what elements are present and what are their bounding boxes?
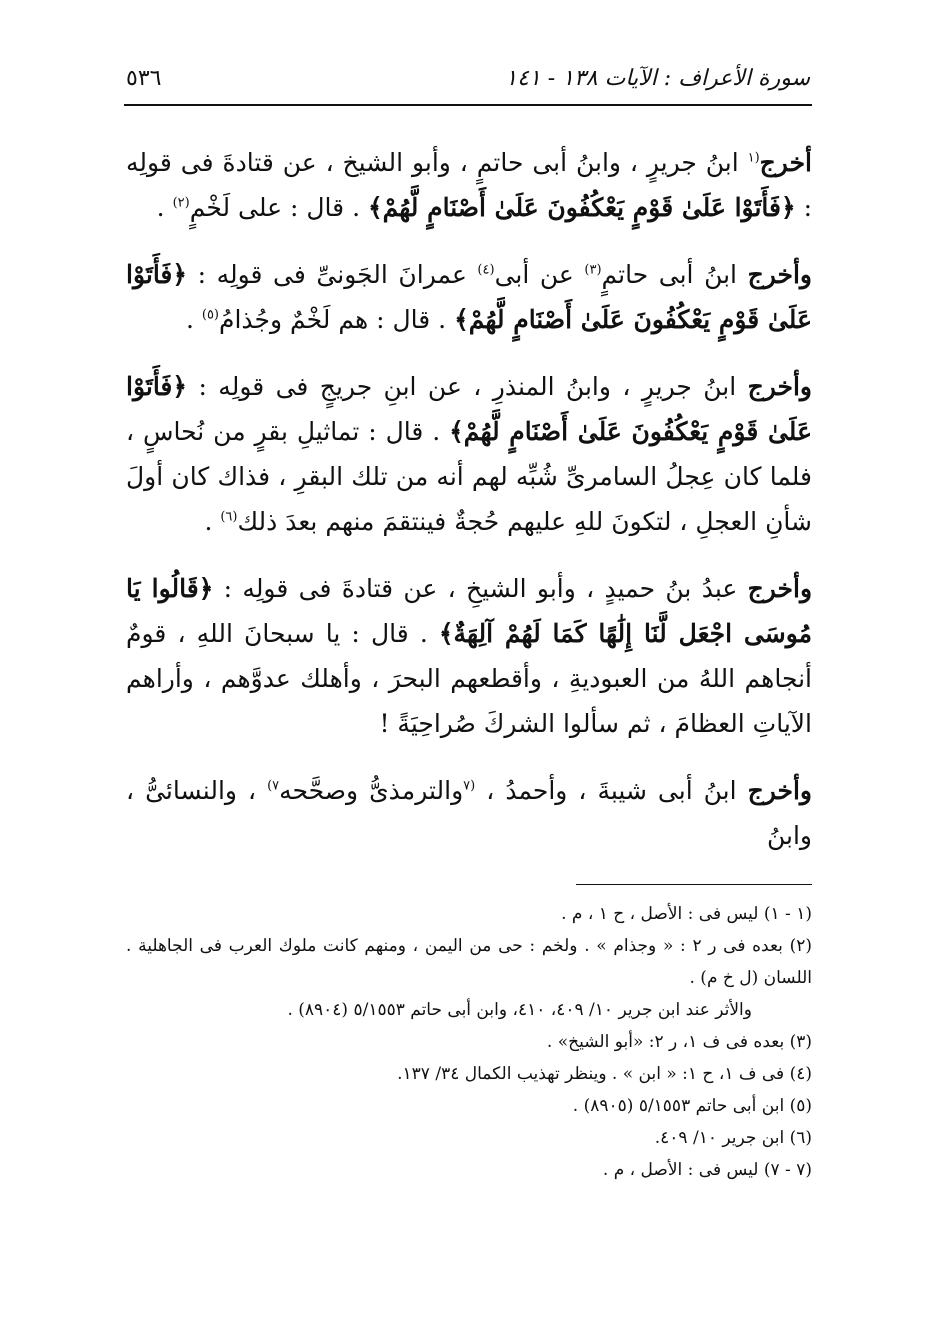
paragraph-5 <box>126 768 812 858</box>
paragraph-lead: أخرج <box>759 148 812 177</box>
footnote-4: (٤) فى ف ١، ح ١: « ابن » . وينظر تهذيب الكمال ٣٤/ ١٣٧. <box>397 1064 812 1084</box>
paragraph-lead: وأخرج <box>747 372 812 401</box>
paragraph-text: . قال : يا سبحانَ اللهِ ، قومٌ أنجاهم اللهُ من العبوديةِ ، وأقطعهم البحرَ ، وأهلك عدوَّهم ، وأراهم الآياتِ العظامَ ، ثم سألوا الشركَ صُراحِيَةً ! <box>126 619 812 738</box>
footnote-2: (٢) بعده فى ر ٢ : « وجذام » . ولخم : حى من اليمن ، ومنهم كانت ملوك العرب فى الجاهلية . اللسان (ل خ م) . <box>126 936 812 988</box>
paragraph-lead: وأخرج <box>747 776 812 805</box>
footnote-rule <box>576 884 812 885</box>
paragraph-2 <box>126 252 812 342</box>
paragraph-text: عن أبى <box>494 260 585 289</box>
paragraph-text: ابنُ أبى حاتمٍ ، وأبو الشيخ ، عن قتادةَ فى قولِه : <box>126 148 812 222</box>
footnote-mark: (٧ <box>463 778 476 794</box>
running-header <box>126 58 810 98</box>
paragraph-lead: وأخرج <box>747 260 812 289</box>
paragraph-1 <box>126 140 812 230</box>
quran-verse: ﴿قَالُوا يَا مُوسَى اجْعَل لَّنَا إِلَٰهًا كَمَا لَهُمْ آلِهَةٌ﴾ <box>126 574 812 648</box>
footnote-3: (٣) بعده فى ف ١، ر ٢: «أبو الشيخ» . <box>546 1032 812 1052</box>
paragraph-text: . <box>156 193 173 222</box>
paragraph-text: ابنُ جريرٍ ، و <box>608 148 748 177</box>
paragraph-text: . قال : هم لَخْمٌ وجُذامُ <box>219 305 455 334</box>
footnotes <box>126 898 812 1186</box>
footnote-7: (٧ - ٧) ليس فى : الأصل ، م . <box>602 1160 812 1180</box>
footnote-5: (٥) ابن أبى حاتم ٥/١٥٥٣ (٨٩٠٥) . <box>572 1096 812 1116</box>
paragraph-text: . قال : على لَخْمٍ <box>189 193 368 222</box>
header-title: سورة الأعراف : الآيات ١٣٨ - ١٤١ <box>505 65 810 91</box>
footnote-6: (٦) ابن جرير ١٠/ ٤٠٩. <box>654 1128 812 1148</box>
footnote-mark: (٥) <box>201 307 219 323</box>
paragraph-text: ابنُ أبى شيبةَ ، وأحمدُ ، <box>475 776 748 805</box>
paragraph-4 <box>126 566 812 746</box>
paragraph-text: ابنُ جريرٍ ، وابنُ المنذرِ ، عن ابنِ جريجٍ فى قولِه : <box>187 372 748 401</box>
footnote-mark: (٦) <box>220 509 238 525</box>
header-rule <box>124 104 812 106</box>
paragraph-text: والترمذىُّ وصحَّحه <box>279 776 464 805</box>
footnote-mark: (٢) <box>172 195 190 211</box>
paragraph-text: عبدُ بنُ حميدٍ ، وأبو الشيخِ ، عن قتادةَ فى قولِه : <box>213 574 748 603</box>
paragraph-lead: وأخرج <box>747 574 813 603</box>
paragraph-text: ابنُ أبى حاتمٍ <box>601 260 748 289</box>
footnote-2-continuation: والأثر عند ابن جرير ١٠/ ٤٠٩، ٤١٠، وابن أبى حاتم ٥/١٥٥٣ (٨٩٠٤) . <box>287 1000 752 1020</box>
quran-verse: ﴿فَأَتَوْا عَلَىٰ قَوْمٍ يَعْكُفُونَ عَلَىٰ أَصْنَامٍ لَّهُمْ﴾ <box>126 372 812 446</box>
paragraph-text: . قال : تماثيلِ بقرٍ من نُحاسٍ ، فلما كان عِجلُ السامرىِّ شُبِّه لهم أنه من تلك البقرِ ، فذاك كان أولَ شأنِ العجلِ ، لتكونَ للهِ عليهم حُجةٌ فينتقمَ منهم بعدَ ذلك <box>126 417 812 536</box>
footnote-1: (١ - ١) ليس فى : الأصل ، ح ١ ، م . <box>561 904 812 924</box>
quran-verse: ﴿فَأَتَوْا عَلَىٰ قَوْمٍ يَعْكُفُونَ عَلَىٰ أَصْنَامٍ لَّهُمْ﴾ <box>126 260 812 334</box>
footnote-mark: ٧) <box>267 778 280 794</box>
quran-verse: ﴿فَأَتَوْا عَلَىٰ قَوْمٍ يَعْكُفُونَ عَلَىٰ أَصْنَامٍ لَّهُمْ﴾ <box>367 193 796 222</box>
main-text <box>126 140 812 880</box>
paragraph-3 <box>126 364 812 544</box>
footnote-mark: (٤) <box>477 262 495 278</box>
paragraph-text: . <box>185 305 202 334</box>
paragraph-text: عمرانَ الجَونىِّ فى قولِه : <box>187 260 478 289</box>
page-number: ٥٣٦ <box>126 65 162 91</box>
footnote-mark: (١ <box>747 150 760 166</box>
footnote-mark: (٣) <box>584 262 602 278</box>
paragraph-text: ، والنسائىُّ ، وابنُ <box>126 776 812 850</box>
paragraph-text: . <box>204 507 221 536</box>
